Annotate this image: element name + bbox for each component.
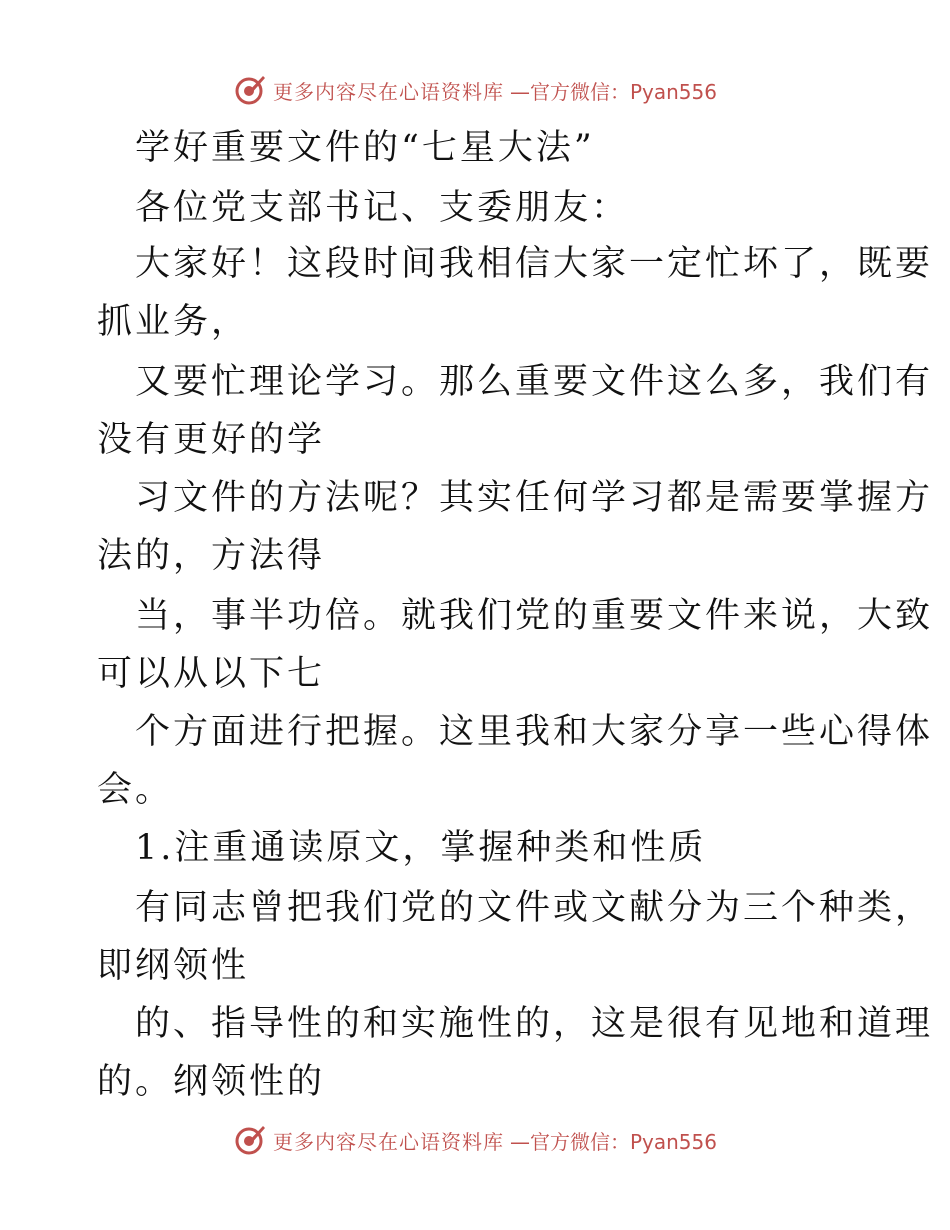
- text-line: 会。: [97, 770, 174, 810]
- text-line: 的、指导性的和实施性的，这是很有见地和道理: [135, 1004, 934, 1044]
- quill-logo-icon: [233, 1123, 267, 1157]
- footer-watermark: [0, 1120, 950, 1160]
- text-line: 个方面进行把握。这里我和大家分享一些心得体: [135, 712, 934, 752]
- watermark-wechat-text: —官方微信：Pyan556: [509, 79, 717, 104]
- quill-logo-icon: [233, 73, 267, 107]
- text-line: 可以从以下七: [97, 654, 326, 694]
- text-line: 的。纲领性的: [97, 1062, 326, 1102]
- text-line: 又要忙理论学习。那么重要文件这么多，我们有: [135, 362, 934, 402]
- watermark-wechat-text: —官方微信：Pyan556: [509, 1129, 717, 1154]
- watermark-main-text: 更多内容尽在心语资料库: [272, 1129, 504, 1154]
- salutation: 各位党支部书记、支委朋友：: [135, 188, 630, 228]
- text-line: 法的，方法得: [97, 536, 326, 576]
- header-watermark: [0, 70, 950, 110]
- document-title: 学好重要文件的“七星大法”: [135, 128, 595, 168]
- watermark-main-text: 更多内容尽在心语资料库: [272, 79, 504, 104]
- text-line: 大家好！这段时间我相信大家一定忙坏了，既要: [135, 244, 934, 284]
- text-line: 即纲领性: [97, 946, 250, 986]
- text-line: 没有更好的学: [97, 420, 326, 460]
- text-line: 抓业务，: [97, 302, 250, 342]
- text-line: 有同志曾把我们党的文件或文献分为三个种类，: [135, 888, 934, 928]
- text-line: 习文件的方法呢？其实任何学习都是需要掌握方: [135, 478, 934, 518]
- text-line: 当，事半功倍。就我们党的重要文件来说，大致: [135, 596, 934, 636]
- section-heading: 1.注重通读原文，掌握种类和性质: [135, 828, 707, 868]
